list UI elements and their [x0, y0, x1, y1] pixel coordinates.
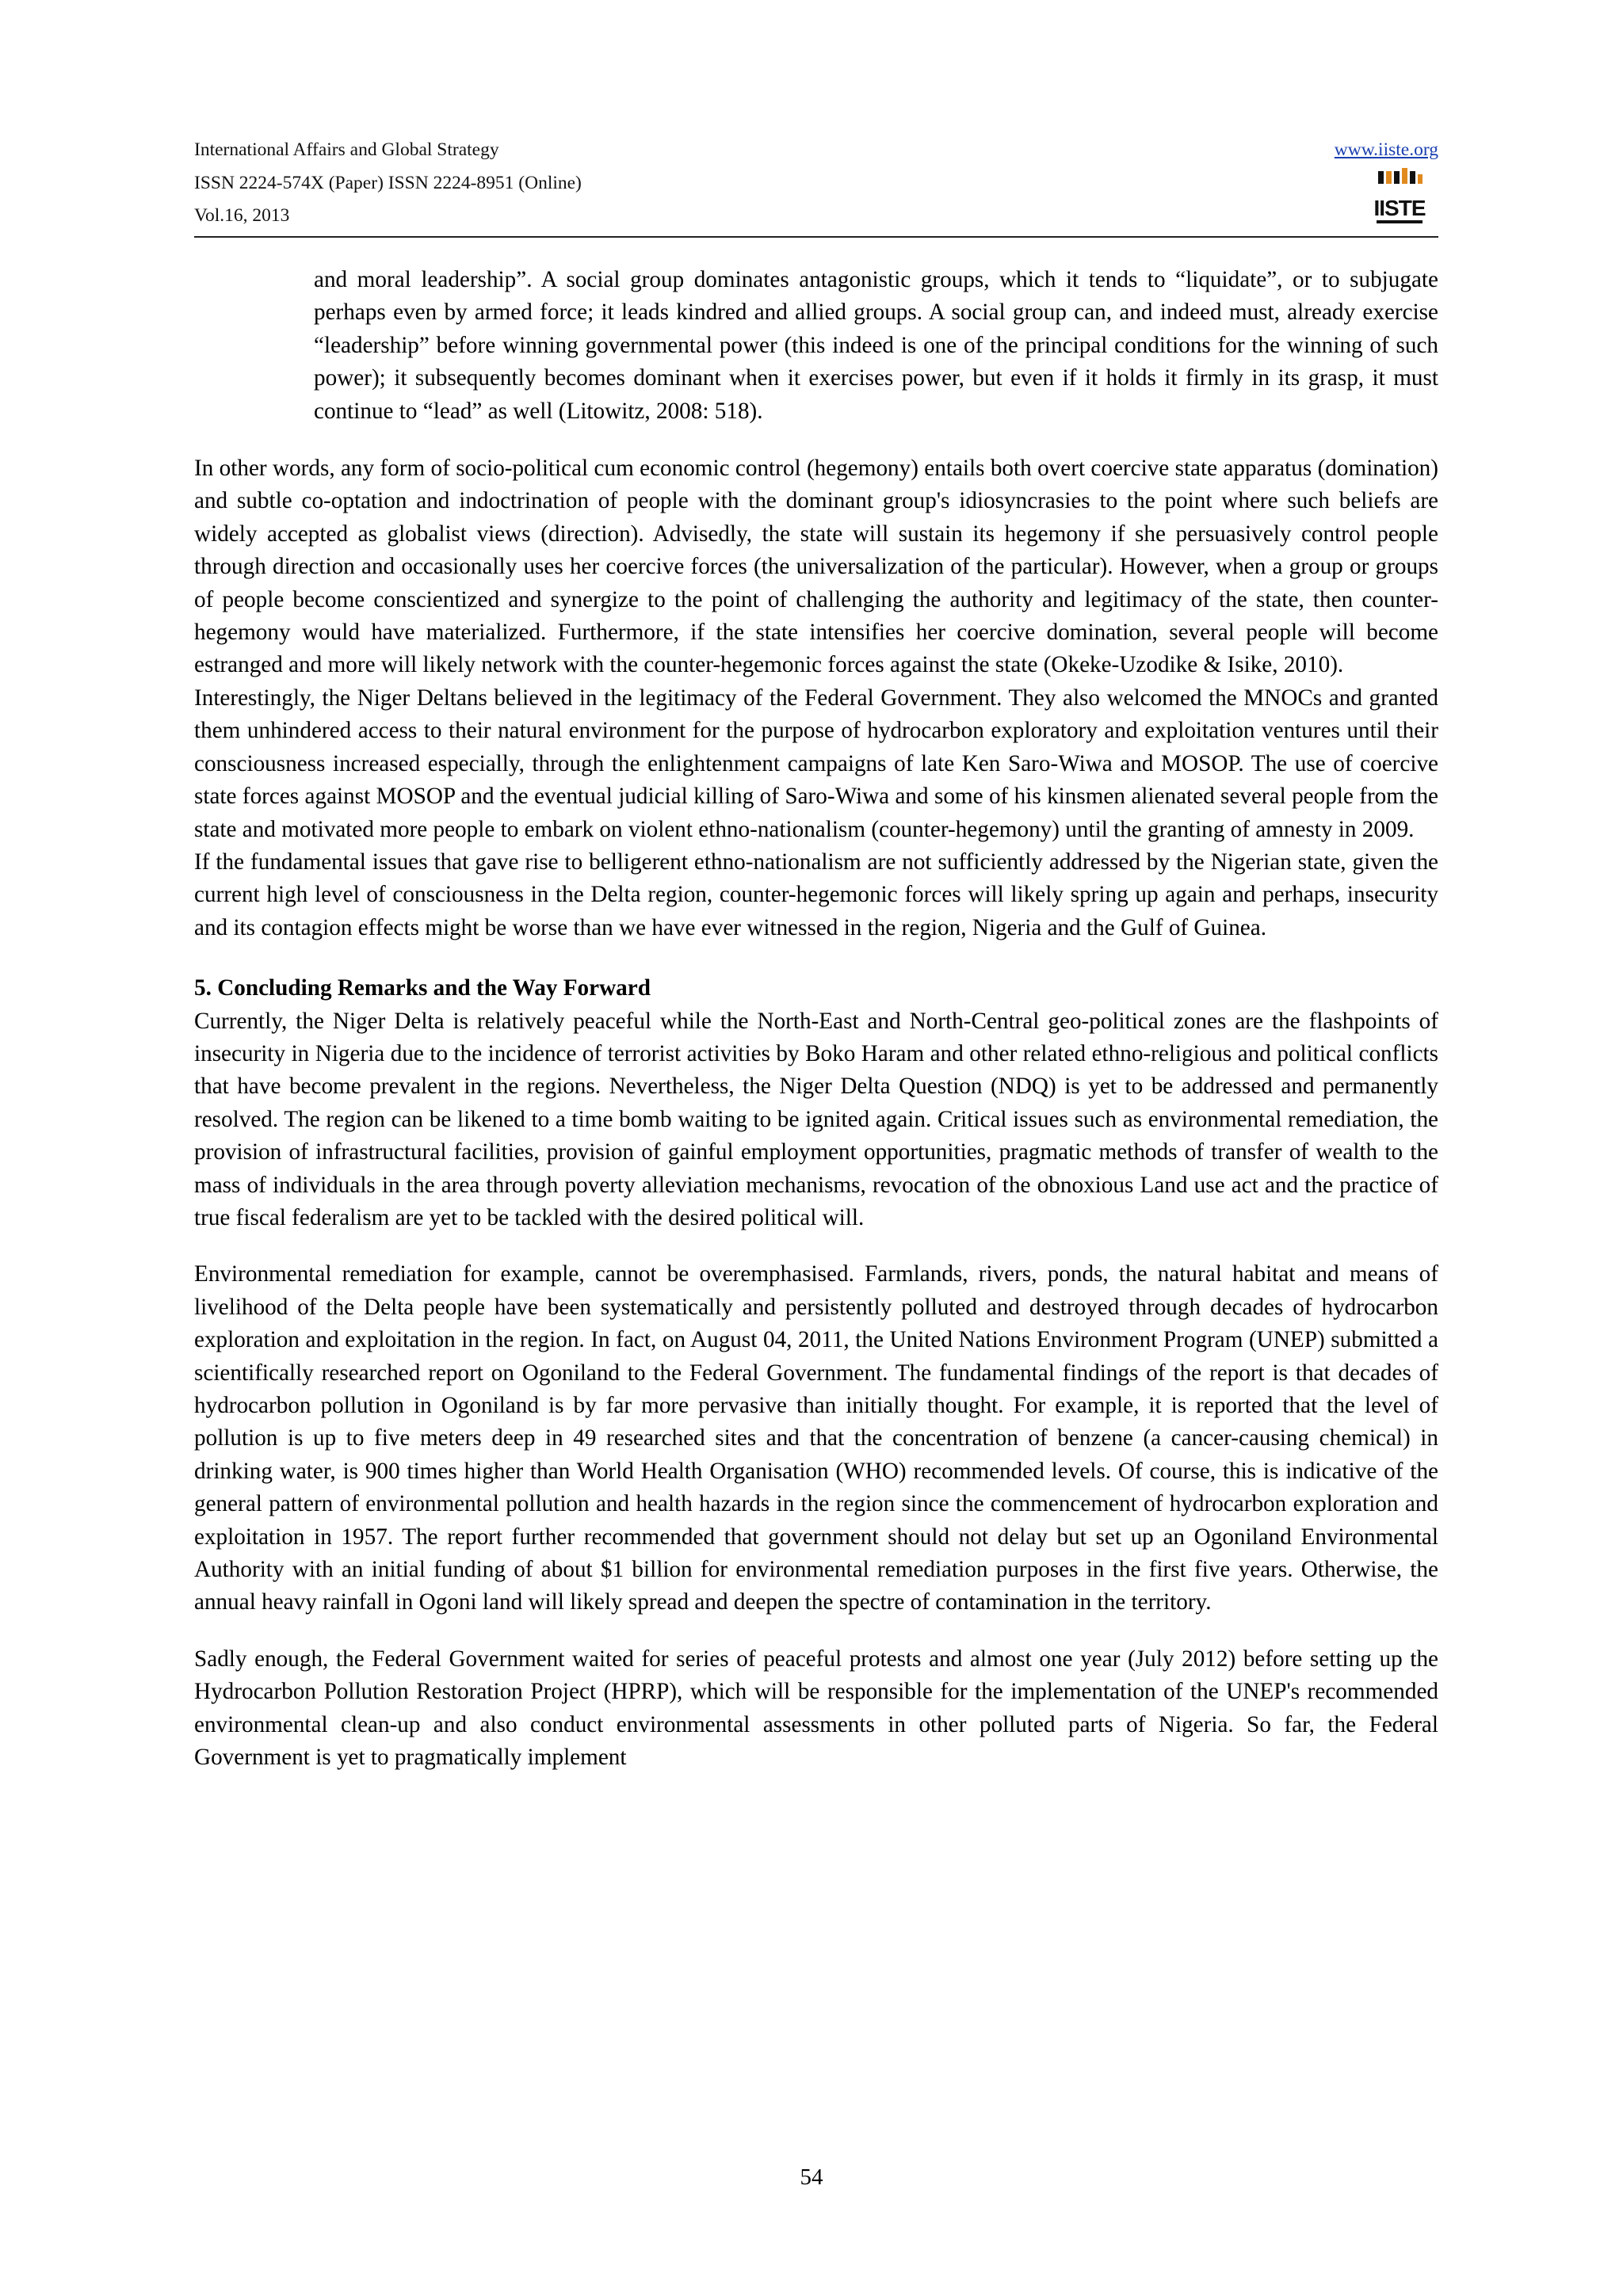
- header-divider: [194, 236, 1438, 238]
- journal-url-link[interactable]: www.iiste.org: [1334, 139, 1438, 160]
- section-heading: 5. Concluding Remarks and the Way Forward: [194, 975, 651, 1001]
- paragraph-2: Interestingly, the Niger Deltans believed in the legitimacy of the Federal Government. They also welcomed the MNOCs and granted them unhindered access to their natural environment for the purpose of hydrocarbon exploratory and exploitation ventures until their consciousness increased especially, through the enlightenment campaigns of late Ken Saro-Wiwa and MOSOP. The use of coercive state forces against MOSOP and the eventual judicial killing of Saro-Wiwa and some of his kinsmen alienated several people from the state and motivated more people to embark on violent ethno-nationalism (counter-hegemony) until the granting of amnesty in 2009.: [194, 685, 1438, 842]
- paragraph-3: If the fundamental issues that gave rise to belligerent ethno-nationalism are not sufficiently addressed by the Nigerian state, given the current high level of consciousness in the Delta region, counter-hegemonic forces will likely spring up again and perhaps, insecurity and its contagion effects might be worse than we have ever witnessed in the region, Nigeria and the Gulf of Guinea.: [194, 849, 1438, 940]
- paragraph-1: In other words, any form of socio-political cum economic control (hegemony) entails both overt coercive state apparatus (domination) and subtle co-optation and indoctrination of people with the dominant group's idiosyncrasies to the point where such beliefs are widely accepted as globalist views (direction). Advisedly, the state will sustain its hegemony if she persuasively control people through direction and occasionally uses her coercive forces (the universalization of the particular). However, when a group or groups of people become conscientized and synergize to the point of challenging the authority and legitimacy of the state, then counter-hegemony would have materialized. Furthermore, if the state intensifies her coercive domination, several people will become estranged and more will likely network with the counter-hegemonic forces against the state (Okeke-Uzodike & Isike, 2010).: [194, 456, 1438, 678]
- paragraph-4: Currently, the Niger Delta is relatively peaceful while the North-East and North-Central geo-political zones are the flashpoints of insecurity in Nigeria due to the incidence of terrorist activities by Boko Haram and other related ethno-religious and political conflicts that have become prevalent in the regions. Nevertheless, the Niger Delta Question (NDQ) is yet to be addressed and permanently resolved. The region can be likened to a time bomb waiting to be ignited again. Critical issues such as environmental remediation, the provision of infrastructural facilities, provision of gainful employment opportunities, pragmatic methods of transfer of wealth to the mass of individuals in the area through poverty alleviation mechanisms, revocation of the obnoxious Land use act and the practice of true fiscal federalism are yet to be tackled with the desired political will.: [194, 1008, 1438, 1230]
- volume-line: Vol.16, 2013: [194, 205, 290, 226]
- article-body: [194, 264, 1438, 1774]
- page-number: 54: [800, 2164, 823, 2190]
- iiste-logo-icon: [1373, 166, 1426, 227]
- paragraph-5: Environmental remediation for example, cannot be overemphasised. Farmlands, rivers, ponds, the natural habitat and means of livelihood of the Delta people have been systematically and persistently polluted and destroyed through decades of hydrocarbon exploration and exploitation in the region. In fact, on August 04, 2011, the United Nations Environment Program (UNEP) submitted a scientifically researched report on Ogoniland to the Federal Government. The fundamental findings of the report is that decades of hydrocarbon pollution in Ogoniland is by far more pervasive than initially thought. For example, it is reported that the level of pollution is up to five meters deep in 49 researched sites and that the concentration of benzene (a cancer-causing chemical) in drinking water, is 900 times higher than World Health Organisation (WHO) recommended levels. Of course, this is indicative of the general pattern of environmental pollution and health hazards in the region since the commencement of hydrocarbon exploration and exploitation in 1957. The report further recommended that government should not delay but set up an Ogoniland Environmental Authority with an initial funding of about $1 billion for environmental remediation purposes in the first five years. Otherwise, the annual heavy rainfall in Ogoni land will likely spread and deepen the spectre of contamination in the territory.: [194, 1261, 1438, 1615]
- block-quote: and moral leadership”. A social group dominates antagonistic groups, which it tends to “liquidate”, or to subjugate perhaps even by armed force; it leads kindred and allied groups. A social group can, and indeed must, already exercise “leadership” before winning governmental power (this indeed is one of the principal conditions for the winning of such power); it subsequently becomes dominant when it exercises power, but even if it holds it firmly in its grasp, it must continue to “lead” as well (Litowitz, 2008: 518).: [314, 267, 1438, 424]
- logo-text: IISTE: [1373, 196, 1426, 220]
- paragraph-6: Sadly enough, the Federal Government waited for series of peaceful protests and almost one year (July 2012) before setting up the Hydrocarbon Pollution Restoration Project (HPRP), which will be responsible for the implementation of the UNEP's recommended environmental clean-up and also conduct environmental assessments in other polluted parts of Nigeria. So far, the Federal Government is yet to pragmatically implement: [194, 1646, 1438, 1771]
- issn-line: ISSN 2224-574X (Paper) ISSN 2224-8951 (Online): [194, 173, 582, 193]
- journal-title: International Affairs and Global Strategy: [194, 139, 499, 160]
